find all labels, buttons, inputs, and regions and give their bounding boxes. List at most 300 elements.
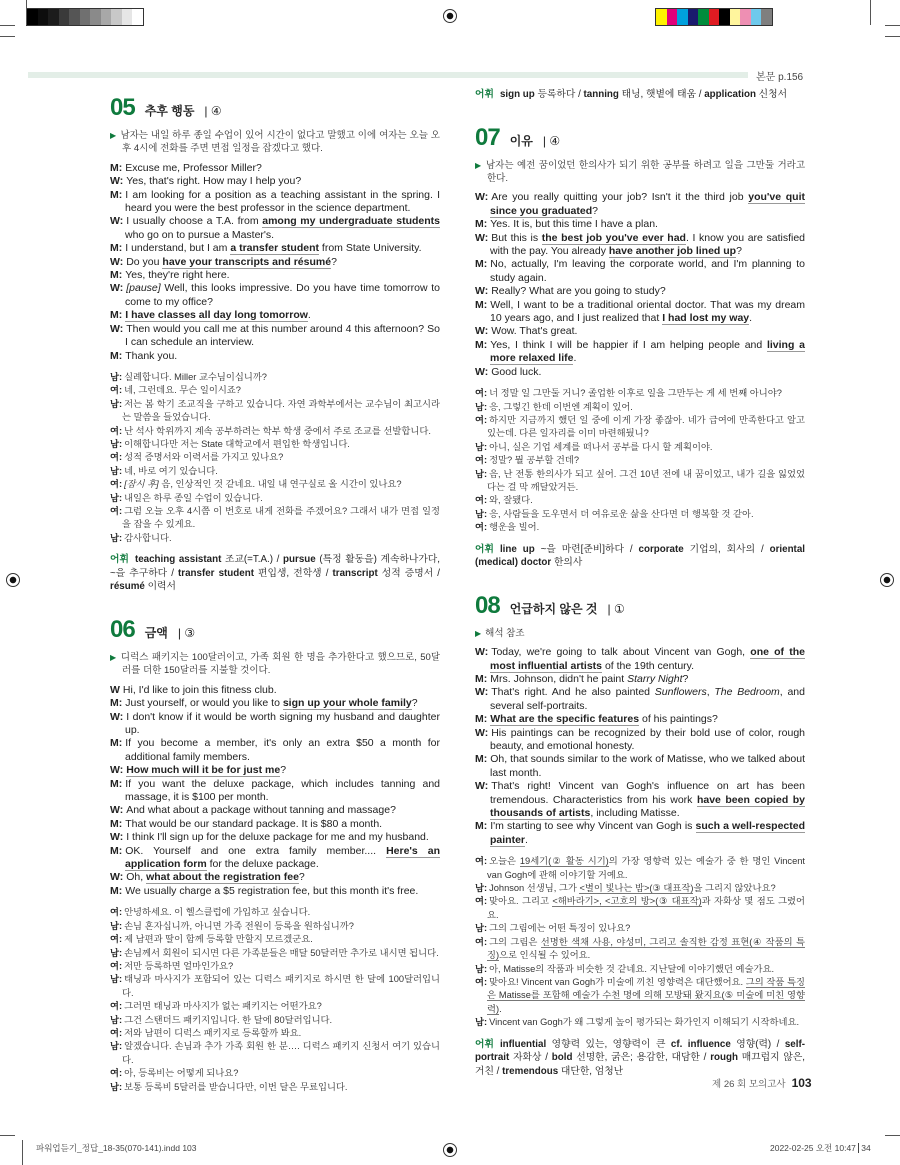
section-header — [110, 616, 440, 647]
speaker-label: 남: — [110, 465, 123, 476]
text: 감사합니다. — [124, 532, 172, 543]
text: Johnson 선생님, 그가 — [489, 883, 580, 894]
translation-line — [110, 920, 440, 933]
explanation — [475, 159, 805, 186]
text: 아, Matisse의 작품과 비슷한 것 같네요. 지난달에 이야기했던 예술가요. — [489, 963, 775, 974]
text: , — [706, 686, 715, 699]
text: of the 19th century. — [602, 659, 695, 672]
speaker-label: W: — [475, 365, 489, 378]
key-phrase: How much will it be for just me — [126, 764, 281, 777]
text: Just yourself, or would you like to — [125, 697, 283, 710]
speaker-label: W: — [475, 325, 489, 338]
text: 그의 그림은 — [489, 936, 541, 947]
color-swatch — [80, 9, 91, 25]
key-phrase: one of the most influential artists — [490, 646, 805, 672]
key-phrase: you've quit since you graduated — [490, 191, 805, 217]
speaker-label: 여: — [110, 1068, 123, 1079]
speaker-label: M: — [475, 258, 488, 271]
header-rule — [28, 72, 748, 78]
speaker-label: W: — [110, 710, 124, 723]
text: from State University. — [319, 242, 422, 255]
registration-mark-icon — [880, 573, 894, 587]
text: Hi, I'd like to join this fitness club. — [122, 683, 277, 696]
dialogue-line — [110, 242, 440, 255]
speaker-label: 여: — [475, 495, 488, 506]
process-color-bar — [655, 8, 773, 26]
key-phrase: have your transcripts and résumé — [162, 255, 332, 268]
text: of his paintings? — [639, 713, 718, 726]
text: Excuse me, Professor Miller? — [125, 161, 262, 174]
crop-mark — [0, 1135, 15, 1136]
dialogue-line — [110, 215, 440, 242]
translation-line — [110, 1081, 440, 1094]
vocab-meaning: 영향(력) / — [730, 1038, 785, 1050]
explanation-text: 디럭스 패키지는 100달러이고, 가족 회원 한 명을 추가한다고 했으므로, 50달러를 더한 150달러를 지불할 것이다. — [120, 651, 440, 677]
text: 으로 인식될 수 있어요. — [499, 950, 591, 961]
speaker-label: 남: — [475, 508, 488, 519]
color-swatch — [48, 9, 59, 25]
translation-line — [110, 1000, 440, 1013]
vocab-meaning: 성적 증명서 / — [377, 567, 440, 579]
speaker-label: 여: — [475, 455, 488, 466]
vocab-term: transfer student — [178, 567, 254, 579]
dialogue-line — [110, 189, 440, 216]
speaker-label: 남: — [475, 441, 488, 452]
text: 음, 인상적인 것 같네요. 내일 내 연구실로 올 시간이 있나요? — [158, 479, 402, 490]
vocab-term: résumé — [110, 581, 145, 593]
question-number: 06 — [110, 615, 135, 643]
dialogue-line — [110, 350, 440, 363]
key-phrase: What are the specific features — [490, 713, 640, 726]
translation-line — [475, 401, 805, 414]
key-phrase: a transfer student — [230, 242, 319, 255]
underlined-phrase: 그의 작품 특징은 Matisse를 포함해 예술가 수천 명에 의해 모방돼 왔지요(⑤ 미술에 미친 영향력) — [487, 976, 805, 1014]
speaker-label: 여: — [475, 414, 488, 425]
underlined-phrase: <별이 빛나는 밤>(③ 대표작) — [579, 883, 694, 894]
translation-line — [475, 963, 805, 976]
color-swatch — [59, 9, 70, 25]
text: 난 석사 학위까지 계속 공부하려는 학부 학생 중에서 주로 조교를 선발합니다. — [124, 425, 431, 436]
text: , including Matisse. — [590, 807, 680, 820]
text: 맞아요! Vincent van Gogh가 미술에 끼친 영향력은 대단했어요. — [489, 976, 746, 987]
question-number: 08 — [475, 591, 500, 619]
text: 정말? 뭘 공부할 건데? — [489, 455, 580, 466]
question-type: 금액 — [144, 625, 168, 640]
slug-file: 파워업듣기_정답_18-35(070-141).indd 103 — [36, 1143, 197, 1153]
dialogue-line — [110, 831, 440, 844]
translation-line — [110, 933, 440, 946]
speaker-label: W: — [110, 215, 124, 228]
section-05 — [110, 94, 440, 594]
speaker-label: 남: — [110, 974, 123, 985]
translation-line — [110, 960, 440, 973]
explanation — [110, 651, 440, 678]
text: 오늘은 — [489, 856, 520, 867]
color-swatch — [688, 9, 699, 25]
page-number: 103 — [791, 1076, 812, 1090]
dialogue-line — [475, 727, 805, 754]
text: ? — [331, 255, 337, 268]
translation-line — [110, 438, 440, 451]
vocab-label: 어휘 — [475, 1038, 494, 1050]
underlined-phrase: 선명한 색채 사용, 야성미, 그리고 솔직한 감정 표현(④ 작품의 특징) — [487, 936, 805, 961]
translation-line — [475, 922, 805, 935]
text: I don't know if it would be worth signing my husband and daughter up. — [125, 710, 440, 736]
crop-mark — [885, 25, 900, 26]
registration-mark-icon — [443, 1143, 457, 1157]
translation-line — [475, 521, 805, 534]
vocab-block — [475, 88, 805, 102]
translation-line — [110, 371, 440, 384]
triangle-bullet-icon: ▶ — [475, 628, 482, 638]
crop-mark — [0, 36, 15, 37]
answer: | ① — [607, 601, 625, 616]
vocab-meaning: 매끄럽지 않은, 거친 / — [475, 1052, 806, 1077]
vocab-meaning: 태닝, 햇볕에 태움 / — [618, 89, 705, 100]
translation-line — [110, 906, 440, 919]
key-phrase: sign up your whole family — [282, 697, 412, 710]
text: I'm starting to see why Vincent van Gogh is — [490, 820, 696, 833]
dialogue-line — [475, 299, 805, 326]
translation-line — [110, 1067, 440, 1080]
text: . — [573, 352, 577, 365]
explanation — [110, 129, 440, 156]
dialogue-line — [110, 697, 440, 710]
text: ? — [280, 764, 287, 777]
key-phrase: among my undergraduate students — [262, 215, 440, 228]
vocab-meaning: 선명한, 굵은; 용감한, 대담한 / — [572, 1052, 711, 1064]
text: 그의 그림에는 어떤 특징이 있나요? — [489, 923, 631, 934]
speaker-label: W: — [110, 255, 124, 268]
speaker-label: M: — [475, 218, 488, 231]
speaker-label: M: — [475, 672, 488, 685]
text: 보통 등록비 5달러를 받습니다만, 이번 달은 무료입니다. — [124, 1081, 348, 1092]
speaker-label: M: — [110, 884, 123, 897]
speaker-label: 여: — [475, 896, 488, 907]
text: Good luck. — [491, 365, 542, 378]
vocab-meaning: 기업의, 회사의 / — [683, 543, 770, 555]
text: 응, 사람들을 도우면서 더 여유로운 삶을 산다면 더 행복할 것 같아. — [489, 508, 754, 519]
text: 저는 봄 학기 조교직을 구하고 있습니다. 자연 과학부에서는 교수님이 최고시라는 말씀을 들었습니다. — [122, 398, 440, 423]
text: 저만 등록하면 얼마인가요? — [124, 960, 234, 971]
dialogue-line — [475, 713, 805, 726]
text: 네, 그런데요. 무슨 일이시죠? — [124, 385, 241, 396]
text: OK. Yourself and one extra family member.... — [125, 844, 387, 857]
speaker-label: M: — [110, 309, 123, 322]
text: 손님 혼자십니까, 아니면 가족 전원이 등록을 원하십니까? — [124, 920, 354, 931]
speaker-label: 남: — [110, 947, 123, 958]
text: 제 남편과 딸이 함께 등록할 만할지 모르겠군요. — [124, 934, 313, 945]
slug-date — [770, 1142, 871, 1154]
translation-line — [110, 1027, 440, 1040]
dialogue-line — [110, 256, 440, 269]
translation-line — [110, 947, 440, 960]
dialogue-line — [110, 711, 440, 738]
speaker-label: W: — [110, 322, 124, 335]
explanation-text: 남자는 내일 하루 종일 수업이 있어 시간이 없다고 말했고 이에 여자는 오늘 오후 4시에 전화를 주면 면접 일정을 잡겠다고 했다. — [120, 130, 440, 155]
section-header — [110, 94, 440, 125]
dialogue-line — [110, 175, 440, 188]
text: Yes, they're right here. — [125, 269, 230, 282]
crop-mark — [885, 1135, 900, 1136]
text: Well, I want to be a traditional oriental doctor. That was my dream 10 years ago, and I just realized that — [490, 298, 805, 325]
vocab-term: tanning — [583, 89, 619, 100]
color-swatch — [740, 9, 751, 25]
text: That's right. And he also painted — [491, 686, 655, 699]
italic-text: Starry Night — [627, 672, 683, 685]
text: 아니, 실은 기업 세계를 떠나서 공부를 다시 할 계획이야. — [489, 441, 713, 452]
translation-line — [475, 468, 805, 495]
vocab-meaning: (특정 활동을) 계속하나가다, ~을 추구하다 / — [110, 554, 440, 579]
speaker-label: 여: — [110, 1027, 123, 1038]
text: 저와 남편이 디럭스 패키지로 등록할까 봐요. — [124, 1027, 302, 1038]
vocab-term: rough — [710, 1052, 738, 1064]
translation-line — [110, 384, 440, 397]
text: His paintings can be recognized by their bold use of color, rough beauty, and emotional honesty. — [490, 726, 805, 752]
text: . I know you are satisfied with the pay. You already — [490, 231, 805, 258]
text: 응, 그렇긴 한데 이번엔 계획이 있어. — [489, 401, 633, 412]
text: 그건 스탠더드 패키지입니다. 한 달에 80달러입니다. — [124, 1014, 333, 1025]
text: ? — [682, 672, 689, 685]
vocab-label: 어휘 — [475, 89, 494, 100]
translation-block — [475, 855, 805, 1029]
section-06-vocab-continued — [475, 88, 805, 102]
color-swatch — [132, 9, 143, 25]
translation-line — [110, 451, 440, 464]
text: 아, 등록비는 어떻게 되나요? — [124, 1068, 239, 1079]
dialogue-line — [475, 753, 805, 780]
translation-line — [110, 505, 440, 532]
question-type: 추후 행동 — [144, 104, 195, 118]
text: Are you really quitting your job? Isn't it the third job — [491, 191, 749, 204]
speaker-label: M: — [110, 242, 123, 255]
text: 그러면 태닝과 마사지가 없는 패키지는 어떤가요? — [124, 1001, 322, 1012]
text: Oh, that sounds similar to the work of Matisse, who we talked about last month. — [490, 753, 805, 779]
text: who go on to pursue a Master's. — [125, 228, 275, 241]
color-swatch — [719, 9, 730, 25]
speaker-label: 남: — [110, 438, 123, 449]
text: Wow. That's great. — [491, 325, 578, 338]
text: . — [307, 309, 311, 322]
text: If you become a member, it's only an extra $50 a month for additional family members. — [125, 737, 440, 763]
text: ? — [592, 204, 598, 217]
vocab-term: transcript — [332, 567, 378, 579]
speaker-label: 여: — [475, 388, 488, 399]
vocab-term: bold — [551, 1052, 573, 1064]
translation-line — [475, 494, 805, 507]
translation-line — [475, 855, 805, 882]
translation-line — [110, 398, 440, 425]
vocab-term: pursue — [283, 554, 316, 566]
translation-line — [110, 425, 440, 438]
crop-mark — [885, 36, 900, 37]
explanation-text: 해석 참조 — [485, 627, 525, 639]
speaker-label: 여: — [110, 425, 123, 436]
speaker-label: W: — [475, 726, 489, 739]
key-phrase: Here's an application form — [125, 844, 440, 871]
translation-line — [110, 465, 440, 478]
vocab-meaning: 편입생, 전학생 / — [253, 567, 333, 579]
color-swatch — [69, 9, 80, 25]
text: We usually charge a $5 registration fee, but this month it's free. — [125, 884, 419, 897]
text: And what about a package without tanning and massage? — [126, 804, 396, 817]
text: ? — [411, 697, 418, 710]
triangle-bullet-icon: ▶ — [475, 160, 482, 170]
speaker-label: 여: — [110, 505, 123, 516]
text: ? — [736, 245, 742, 258]
color-swatch — [751, 9, 762, 25]
speaker-label: M: — [110, 161, 123, 174]
translation-line — [475, 976, 805, 1016]
speaker-label: W: — [475, 285, 489, 298]
speaker-label: 남: — [110, 371, 123, 382]
color-swatch — [709, 9, 720, 25]
answer: | ③ — [177, 625, 196, 640]
dialogue-line — [475, 232, 805, 259]
text: . — [525, 833, 528, 846]
speaker-label: 남: — [475, 1017, 488, 1028]
dialogue-line — [110, 885, 440, 898]
text: 그럼 오늘 오후 4시쯤 이 번호로 내게 전화를 주겠어요? 그래서 내가 면접 일정을 잡을 수 있게요. — [122, 505, 440, 530]
translation-line — [475, 387, 805, 400]
vocab-term: tremendous — [502, 1065, 559, 1077]
text: If you want the deluxe package, which includes tanning and massage, it is $100 per month. — [125, 777, 440, 804]
answer: | ④ — [542, 133, 561, 148]
triangle-bullet-icon: ▶ — [110, 652, 117, 662]
speaker-label: W: — [475, 646, 489, 659]
vocab-term: sign up — [499, 89, 535, 100]
key-phrase: what about the registration fee — [146, 871, 299, 884]
speaker-label: M: — [110, 188, 123, 201]
text: I understand, but I am — [125, 242, 231, 255]
vocab-meaning: 조교(=T.A.) / — [221, 554, 284, 566]
speaker-label: M: — [475, 298, 488, 311]
speaker-label: W: — [110, 804, 124, 817]
speaker-label: W — [110, 683, 120, 696]
text: 네, 바로 여기 있습니다. — [124, 465, 218, 476]
crop-mark — [22, 1140, 23, 1165]
speaker-label: W: — [110, 175, 124, 188]
speaker-label: 여: — [110, 934, 123, 945]
text: I am looking for a position as a teaching assistant in the spring. I heard you were the best professor in the science department. — [125, 188, 440, 215]
translation-line — [110, 492, 440, 505]
vocab-block — [475, 1038, 805, 1079]
vocab-label: 어휘 — [110, 554, 129, 566]
text: Yes, that's right. How may I help you? — [126, 175, 302, 188]
section-header — [475, 592, 805, 623]
dialogue-line — [475, 686, 805, 713]
translation-block — [475, 387, 805, 534]
translation-line — [475, 508, 805, 521]
speaker-label: 여: — [475, 522, 488, 533]
text: 이해합니다만 저는 State 대학교에서 편입한 학생입니다. — [124, 438, 350, 449]
vocab-term: oriental (medical) doctor — [475, 543, 805, 569]
text: 행운을 빌어. — [489, 522, 540, 533]
speaker-label: W: — [110, 282, 124, 295]
speaker-label: 남: — [475, 923, 488, 934]
dialogue-line — [475, 325, 805, 338]
translation-line — [475, 441, 805, 454]
text: That would be our standard package. It is $80 a month. — [125, 817, 383, 830]
italic-text: The Bedroom — [714, 686, 780, 699]
speaker-label: 여: — [110, 960, 123, 971]
question-type: 이유 — [509, 133, 533, 148]
text: Then would you call me at this number around 4 this afternoon? So I can schedule an interview. — [125, 322, 440, 349]
text: Really? What are you going to study? — [491, 285, 666, 298]
color-swatch — [698, 9, 709, 25]
vocab-term: corporate — [638, 543, 684, 555]
color-swatch — [122, 9, 133, 25]
key-phrase: I have classes all day long tomorrow — [125, 309, 308, 322]
color-swatch — [90, 9, 101, 25]
speaker-label: 여: — [475, 976, 488, 987]
dialogue-line — [475, 366, 805, 379]
text: 내일은 하루 종일 수업이 있습니다. — [124, 492, 263, 503]
dialogue-line — [110, 684, 440, 697]
italic-text: [pause] — [126, 282, 161, 295]
slug-date-text: 2022-02-25 오전 10:47 — [770, 1143, 856, 1153]
speaker-label: W: — [475, 231, 489, 244]
dialogue-line — [475, 780, 805, 820]
speaker-label: W: — [475, 686, 489, 699]
key-phrase: have another job lined up — [608, 245, 737, 258]
left-column — [110, 94, 440, 1094]
speaker-label: 남: — [110, 398, 123, 409]
speaker-label: M: — [110, 697, 123, 710]
text: , and several self-portraits. — [490, 686, 805, 712]
underlined-phrase: <해바라기>, <고흐의 방>(③ 대표작) — [552, 896, 702, 907]
translation-line — [475, 882, 805, 895]
translation-line — [110, 1040, 440, 1067]
text: 안녕하세요. 이 헬스클럽에 가입하고 싶습니다. — [124, 907, 311, 918]
dialogue-line — [110, 323, 440, 350]
text: Today, we're going to talk about Vincent van Gogh, — [491, 646, 751, 659]
color-swatch — [101, 9, 112, 25]
color-swatch — [38, 9, 49, 25]
underlined-phrase: 19세기(② 활동 시기) — [519, 856, 609, 867]
color-swatch — [111, 9, 122, 25]
text: Do you — [126, 255, 163, 268]
speaker-label: 남: — [475, 963, 488, 974]
speaker-label: M: — [110, 777, 123, 790]
exam-label: 제 26 회 모의고사 — [712, 1079, 786, 1090]
vocab-meaning: 대단한, 엄청난 — [558, 1065, 624, 1077]
text: 하지만 지금까지 했던 일 중에 이게 가장 좋잖아. 네가 급여에 만족한다고 알고 있는데. 다른 일자리를 이미 마련해뒀니? — [487, 414, 805, 439]
explanation — [475, 627, 805, 640]
text: 손님께서 회원이 되시면 다른 가족분들은 매달 50달러만 추가로 내시면 됩니다. — [124, 947, 439, 958]
speaker-label: 남: — [110, 1014, 123, 1025]
color-swatch — [656, 9, 667, 25]
dialogue-line — [475, 258, 805, 285]
dialogue-line — [475, 285, 805, 298]
color-swatch — [27, 9, 38, 25]
text: . — [499, 1003, 502, 1014]
triangle-bullet-icon: ▶ — [110, 131, 117, 140]
dialogue-line — [475, 218, 805, 231]
dialogue-line — [110, 871, 440, 884]
speaker-label: W: — [475, 780, 489, 793]
dialogue-line — [475, 673, 805, 686]
speaker-label: 남: — [110, 532, 123, 543]
section-header — [475, 124, 805, 155]
text: Yes, I think I will be happier if I am helping people and — [490, 338, 767, 351]
italic-text: Sunflowers — [654, 686, 707, 699]
vocab-term: application — [704, 89, 756, 100]
speaker-label: 여: — [110, 479, 123, 490]
text: 의 가장 영향력 있는 예술가 중 한 명인 Vincent van Gogh에 관해 이야기할 거예요. — [487, 856, 805, 880]
speaker-label: 남: — [110, 920, 123, 931]
text: Well, this looks impressive. Do you have time tomorrow to come to my office? — [125, 282, 440, 308]
